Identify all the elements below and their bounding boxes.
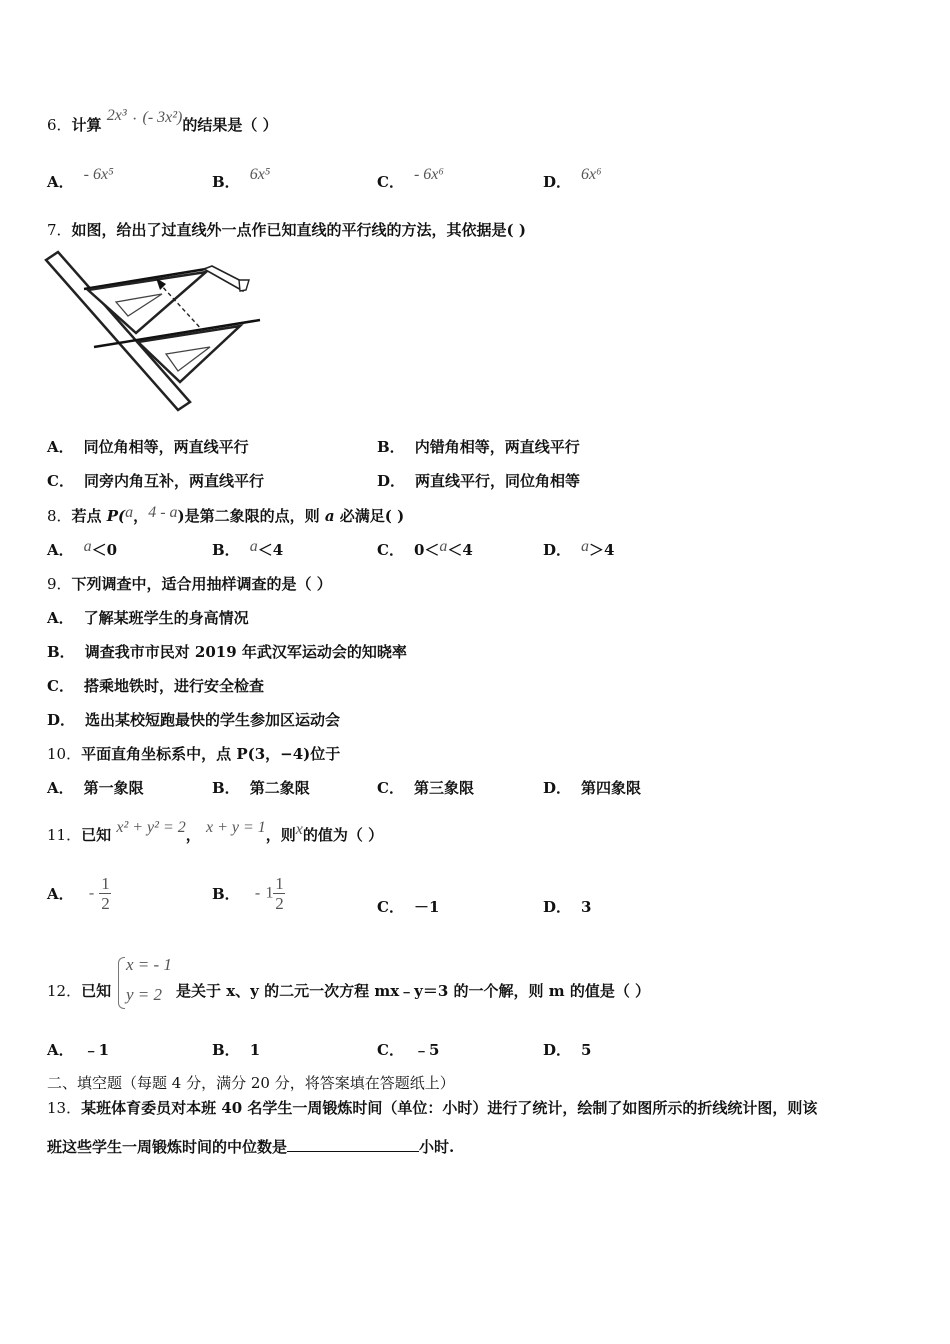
q8-number: 8． bbox=[47, 507, 72, 525]
option-post: ＜4 bbox=[447, 541, 473, 559]
q8-var-a: a bbox=[125, 504, 134, 521]
option-label: C． bbox=[47, 677, 74, 695]
q12-stem: 是关于 x、y 的二元一次方程 mx﹣y＝3 的一个解，则 m 的值是（ ） bbox=[176, 982, 651, 1000]
q12-option-a[interactable] bbox=[47, 1040, 109, 1060]
q9-option-b[interactable] bbox=[47, 642, 407, 662]
option-text: 两直线平行，同位角相等 bbox=[415, 472, 581, 490]
option-label: D． bbox=[47, 711, 76, 729]
option-text: 6x⁵ bbox=[249, 166, 271, 183]
q10-option-a[interactable] bbox=[47, 778, 144, 798]
option-label: A． bbox=[47, 541, 74, 559]
option-var: a bbox=[249, 538, 258, 555]
option-label: B． bbox=[212, 173, 240, 191]
q13-text-1: 某班体育委员对本班 40 名学生一周锻炼时间（单位：小时）进行了统计，绘制了如图所示的折线统计图，则该 bbox=[81, 1099, 818, 1117]
denominator: 2 bbox=[275, 894, 284, 913]
option-text: 第三象限 bbox=[413, 779, 474, 797]
option-label: C． bbox=[377, 779, 404, 797]
q8-prefix: 若点 bbox=[71, 507, 107, 525]
q8-end: 必满足( ) bbox=[334, 507, 405, 525]
option-var: a bbox=[581, 538, 590, 555]
option-text: 了解某班学生的身高情况 bbox=[83, 609, 249, 627]
option-post: ＞4 bbox=[589, 541, 615, 559]
option-text: 同旁内角互补，两直线平行 bbox=[83, 472, 264, 490]
option-text: 1 bbox=[249, 1041, 261, 1059]
q8-option-d[interactable] bbox=[543, 540, 614, 561]
q6-stem bbox=[47, 107, 278, 136]
option-text: 第二象限 bbox=[249, 779, 310, 797]
q9-option-a[interactable] bbox=[47, 608, 249, 628]
option-label: B． bbox=[47, 643, 75, 661]
q12-number: 12． bbox=[47, 982, 82, 1000]
q11-prefix: 已知 bbox=[81, 826, 112, 844]
option-text: 6x⁶ bbox=[581, 166, 602, 183]
option-label: B． bbox=[377, 438, 405, 456]
q11-option-d[interactable] bbox=[543, 897, 591, 917]
q12-option-d[interactable] bbox=[543, 1040, 591, 1060]
q10-stem bbox=[47, 744, 340, 764]
q11-var: x bbox=[295, 821, 303, 838]
q6-number: 6． bbox=[47, 116, 72, 134]
q6-prefix: 计算 bbox=[71, 116, 102, 134]
q12-eq2: y = 2 bbox=[126, 985, 163, 1004]
q11-mid: ，则 bbox=[265, 826, 296, 844]
option-label: A． bbox=[47, 173, 74, 191]
option-label: D． bbox=[543, 541, 572, 559]
q11-option-b[interactable] bbox=[212, 874, 285, 913]
option-var: a bbox=[83, 538, 92, 555]
q6-expr-dot: · bbox=[131, 111, 138, 128]
option-text: 调查我市市民对 2019 年武汉军运动会的知晓率 bbox=[84, 643, 407, 661]
q8-expr: 4 - a bbox=[148, 504, 178, 521]
answer-blank[interactable] bbox=[287, 1137, 419, 1152]
option-label: C． bbox=[377, 541, 404, 559]
option-sign: - bbox=[254, 884, 261, 902]
option-label: C． bbox=[47, 472, 74, 490]
q8-point: P( bbox=[106, 507, 126, 525]
option-label: B． bbox=[212, 779, 240, 797]
q8-stem bbox=[47, 506, 404, 527]
q9-option-c[interactable] bbox=[47, 676, 264, 696]
q8-option-b[interactable] bbox=[212, 540, 283, 561]
option-text: ﹣1 bbox=[83, 1041, 110, 1059]
q11-eq2: x + y = 1 bbox=[205, 819, 266, 836]
option-text: 第四象限 bbox=[581, 779, 642, 797]
option-post: ＜4 bbox=[257, 541, 284, 559]
q12-number-prefix bbox=[47, 981, 111, 1001]
option-label: A． bbox=[47, 1041, 74, 1059]
q13-number: 13． bbox=[47, 1099, 82, 1117]
q8-suffix: )是第二象限的点，则 bbox=[177, 507, 325, 525]
numerator: 1 bbox=[275, 874, 284, 893]
fraction bbox=[99, 874, 111, 913]
numerator: 1 bbox=[101, 874, 110, 893]
option-label: A． bbox=[47, 609, 74, 627]
option-label: D． bbox=[543, 1041, 572, 1059]
option-text: 搭乘地铁时，进行安全检查 bbox=[83, 677, 264, 695]
q7-option-b[interactable] bbox=[377, 437, 580, 457]
q6-option-a[interactable] bbox=[47, 166, 114, 193]
option-sign: - bbox=[88, 884, 95, 902]
option-label: A． bbox=[47, 779, 74, 797]
q7-text: 如图，给出了过直线外一点作已知直线的平行线的方法，其依据是( ) bbox=[71, 221, 526, 239]
q6-option-b[interactable] bbox=[212, 166, 271, 193]
q8-comma: ， bbox=[133, 507, 149, 525]
q13-line1 bbox=[47, 1098, 817, 1118]
q8-var: a bbox=[324, 507, 335, 525]
q12-option-c[interactable] bbox=[377, 1040, 439, 1060]
q6-option-d[interactable] bbox=[543, 166, 602, 193]
q9-option-d[interactable] bbox=[47, 710, 340, 730]
option-label: A． bbox=[47, 884, 74, 903]
option-pre: 0＜ bbox=[413, 541, 440, 559]
q10-option-d[interactable] bbox=[543, 778, 641, 798]
q10-number: 10． bbox=[47, 745, 82, 763]
q7-option-d[interactable] bbox=[377, 471, 580, 491]
option-text: ﹣5 bbox=[413, 1041, 440, 1059]
option-post: ＜0 bbox=[91, 541, 118, 559]
q6-expr-b: (- 3x²) bbox=[142, 109, 183, 126]
q13-line2 bbox=[47, 1137, 454, 1157]
option-text: - 6x⁶ bbox=[413, 166, 444, 183]
q13-text-3: 小时. bbox=[419, 1138, 455, 1156]
q11-option-a[interactable] bbox=[47, 874, 111, 913]
option-var: a bbox=[439, 538, 448, 555]
option-label: D． bbox=[543, 898, 572, 916]
q11-option-c[interactable] bbox=[377, 897, 439, 917]
q10-text: 平面直角坐标系中，点 P(3，−4)位于 bbox=[81, 745, 341, 763]
option-label: A． bbox=[47, 438, 74, 456]
q8-option-a[interactable] bbox=[47, 540, 117, 561]
q13-text-2: 班这些学生一周锻炼时间的中位数是 bbox=[47, 1138, 288, 1156]
q7-number: 7． bbox=[47, 221, 72, 239]
q11-eq1: x² + y² = 2 bbox=[116, 819, 186, 836]
section-heading: 二、填空题（每题 4 分，满分 20 分，将答案填在答题纸上） bbox=[47, 1074, 455, 1092]
q9-stem bbox=[47, 574, 332, 594]
fraction bbox=[273, 874, 285, 913]
q11-number: 11． bbox=[47, 826, 82, 844]
system-brace bbox=[118, 957, 125, 1009]
option-label: B． bbox=[212, 1041, 240, 1059]
option-text: 选出某校短跑最快的学生参加区运动会 bbox=[85, 711, 341, 729]
q12-eq1: x = - 1 bbox=[126, 955, 172, 974]
pencil-end bbox=[239, 280, 249, 291]
q6-suffix: 的结果是（ ） bbox=[182, 116, 278, 134]
q8-option-c[interactable] bbox=[377, 540, 473, 561]
option-text: 3 bbox=[581, 898, 592, 916]
q10-option-c[interactable] bbox=[377, 778, 474, 798]
option-label: C． bbox=[377, 1041, 404, 1059]
q11-suffix: 的值为（ ） bbox=[302, 826, 384, 844]
q7-option-a[interactable] bbox=[47, 437, 249, 457]
option-whole: 1 bbox=[265, 884, 274, 902]
denominator: 2 bbox=[101, 894, 110, 913]
option-text: －1 bbox=[413, 898, 440, 916]
option-text: - 6x⁵ bbox=[83, 166, 114, 183]
q12-prefix: 已知 bbox=[81, 982, 112, 1000]
q6-option-c[interactable] bbox=[377, 166, 444, 193]
q9-number: 9． bbox=[47, 575, 72, 593]
option-label: C． bbox=[377, 173, 404, 191]
q11-sep: ， bbox=[185, 826, 201, 844]
parallel-line-figure bbox=[44, 250, 264, 412]
option-label: B． bbox=[212, 884, 240, 903]
q6-expr-a: 2x³ bbox=[106, 107, 127, 124]
option-label: D． bbox=[543, 173, 572, 191]
option-label: C． bbox=[377, 898, 404, 916]
option-text: 同位角相等，两直线平行 bbox=[83, 438, 249, 456]
q7-option-c[interactable] bbox=[47, 471, 264, 491]
option-label: D． bbox=[543, 779, 572, 797]
q11-stem bbox=[47, 819, 384, 846]
q10-option-b[interactable] bbox=[212, 778, 310, 798]
option-label: D． bbox=[377, 472, 406, 490]
q9-text: 下列调查中，适合用抽样调查的是（ ） bbox=[71, 575, 332, 593]
option-label: B． bbox=[212, 541, 240, 559]
q12-option-b[interactable] bbox=[212, 1040, 260, 1060]
option-text: 第一象限 bbox=[83, 779, 144, 797]
q7-stem bbox=[47, 220, 526, 240]
option-text: 5 bbox=[581, 1041, 592, 1059]
option-text: 内错角相等，两直线平行 bbox=[414, 438, 580, 456]
